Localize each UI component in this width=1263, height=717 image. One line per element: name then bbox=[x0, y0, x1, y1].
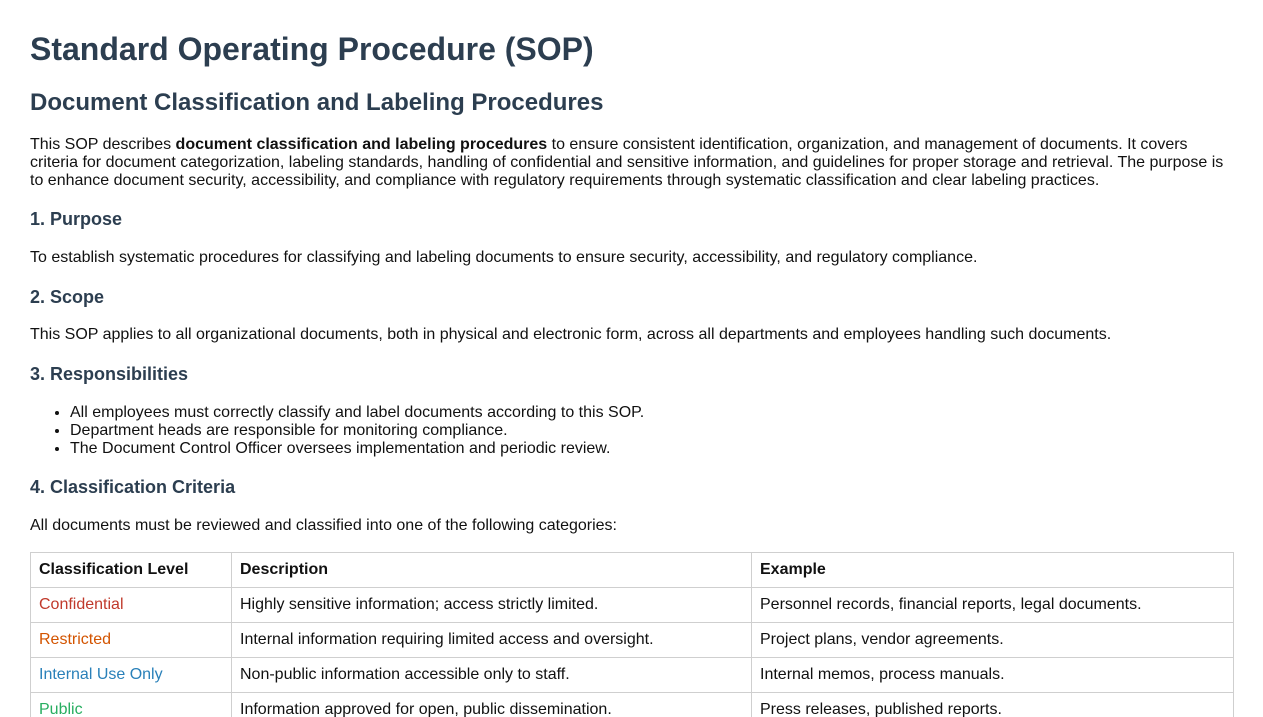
classification-level-cell: Confidential bbox=[31, 588, 232, 623]
example-cell: Press releases, published reports. bbox=[752, 693, 1234, 717]
purpose-text: To establish systematic procedures for classifying and labeling documents to ensure security, accessibility, and regulatory compliance. bbox=[30, 249, 978, 266]
criteria-text: All documents must be reviewed and classified into one of the following categories: bbox=[30, 517, 617, 534]
classification-level-cell: Restricted bbox=[31, 623, 232, 658]
section-heading-scope: 2. Scope bbox=[30, 287, 105, 307]
list-item: • The Document Control Officer oversees implementation and periodic review. bbox=[70, 440, 644, 458]
list-item: • All employees must correctly classify and label documents according to this SOP. bbox=[70, 404, 644, 422]
description-cell: Information approved for open, public dissemination. bbox=[232, 693, 752, 717]
classification-level-cell: Public bbox=[31, 693, 232, 717]
section-heading-purpose: 1. Purpose bbox=[30, 209, 123, 229]
example-cell: Project plans, vendor agreements. bbox=[752, 623, 1234, 658]
intro-text-bold: document classification and labeling procedures bbox=[175, 136, 548, 153]
scope-text: This SOP applies to all organizational documents, both in physical and electronic form, across all departments and employees handling such documents. bbox=[30, 326, 1112, 343]
table-row bbox=[31, 623, 1234, 658]
table-row bbox=[31, 588, 1234, 623]
section-heading-responsibilities: 3. Responsibilities bbox=[30, 364, 189, 384]
description-cell: Internal information requiring limited access and oversight. bbox=[232, 623, 752, 658]
section-heading-classification-criteria: 4. Classification Criteria bbox=[30, 477, 236, 497]
responsibilities-list bbox=[30, 404, 644, 458]
classification-level-cell: Internal Use Only bbox=[31, 658, 232, 693]
description-cell: Highly sensitive information; access strictly limited. bbox=[232, 588, 752, 623]
column-header-classification-level: Classification Level bbox=[31, 553, 232, 588]
intro-text-after: to ensure consistent identification, organization, and management of documents. It covers criteria for document categorization, labeling standards, handling of confidential and sensitive information, and guidelines for proper storage and retrieval. The purpose is to enhance document security, accessibility, and compliance with regulatory requirements through systematic classification and clear labeling practices. bbox=[30, 136, 1224, 189]
example-cell: Personnel records, financial reports, legal documents. bbox=[752, 588, 1234, 623]
intro-paragraph bbox=[30, 136, 1233, 190]
table-header-row bbox=[31, 553, 1234, 588]
page-title: Standard Operating Procedure (SOP) bbox=[30, 31, 594, 67]
column-header-example: Example bbox=[752, 553, 1234, 588]
list-item: • Department heads are responsible for monitoring compliance. bbox=[70, 422, 644, 440]
intro-text-before: This SOP describes bbox=[30, 136, 176, 153]
classification-table bbox=[30, 552, 1234, 717]
description-cell: Non-public information accessible only to staff. bbox=[232, 658, 752, 693]
example-cell: Internal memos, process manuals. bbox=[752, 658, 1234, 693]
document-subtitle: Document Classification and Labeling Procedures bbox=[30, 89, 604, 116]
column-header-description: Description bbox=[232, 553, 752, 588]
table-row bbox=[31, 693, 1234, 717]
table-row bbox=[31, 658, 1234, 693]
